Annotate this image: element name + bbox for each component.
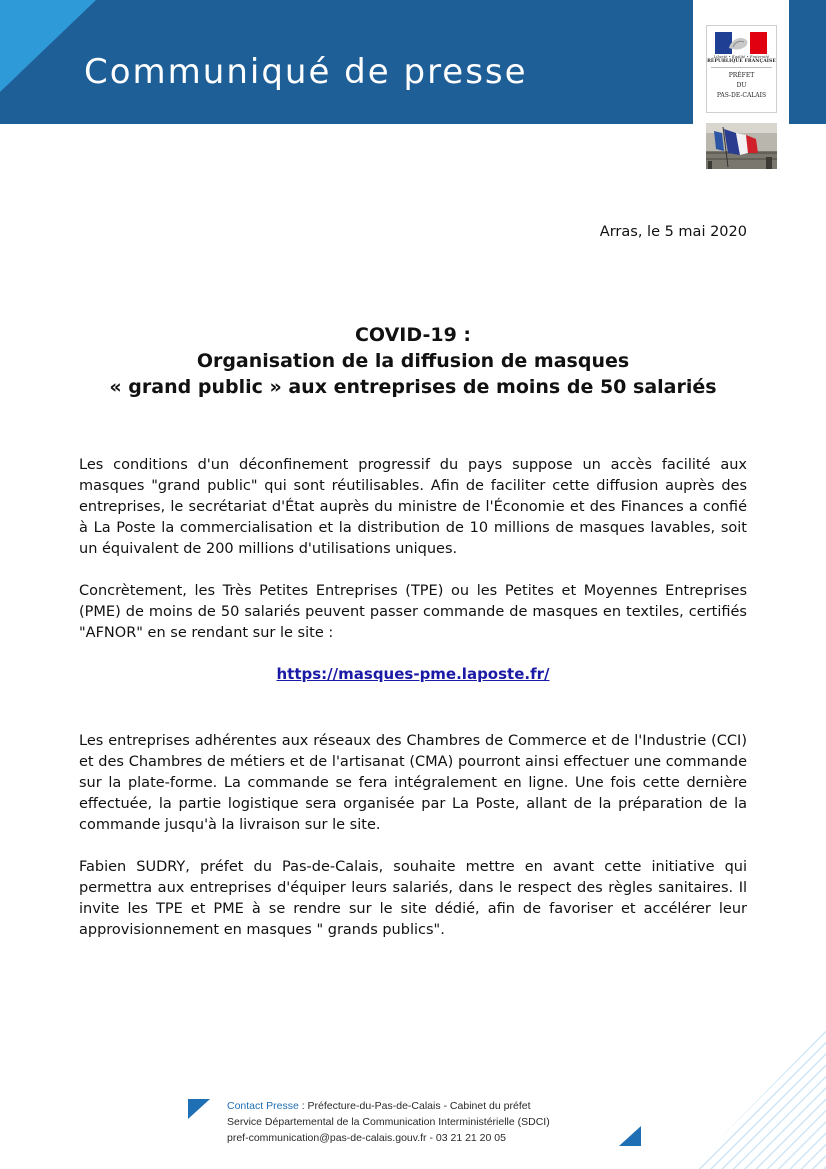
prefecture-logo <box>706 25 777 113</box>
paragraph-3: Les entreprises adhérentes aux réseaux des Chambres de Commerce et de l'Industrie (CCI) et des Chambres de métiers et de l'artisanat (CMA) pourront ainsi effectuer une commande sur la plate-forme. La commande se fera intégralement en ligne. Une fois cette dernière effectuée, la partie logistique sera organisée par La Poste, allant de la préparation de la commande jusqu'à la livraison sur le site. <box>79 733 747 833</box>
logo-du: DU <box>736 82 747 89</box>
order-site-link[interactable]: https://masques-pme.laposte.fr/ <box>276 665 550 683</box>
footer-line-3: pref-communication@pas-de-calais.gouv.fr - 03 21 21 20 05 <box>227 1132 506 1144</box>
headline-line-3: « grand public » aux entreprises de moins de 50 salariés <box>109 376 717 398</box>
footer-line-2: Service Départemental de la Communication Interministérielle (SDCI) <box>227 1116 550 1128</box>
logo-prefet: PRÉFET <box>728 72 755 79</box>
footer-contact <box>227 1098 550 1146</box>
page-title: Communiqué de presse <box>84 52 528 92</box>
paragraph-4: Fabien SUDRY, préfet du Pas-de-Calais, souhaite mettre en avant cette initiative qui permettra aux entreprises d'équiper leurs salariés, dans le respect des règles sanitaires. Il invite les TPE et PME à se rendre sur le site dédié, afin de favoriser et accélérer leur approvisionnement en masques " grands publics". <box>79 859 747 938</box>
order-link-line <box>79 665 747 683</box>
footer-line-1 <box>227 1098 550 1114</box>
headline-line-2: Organisation de la diffusion de masques <box>196 350 630 372</box>
paragraph-1: Les conditions d'un déconfinement progressif du pays suppose un accès facilité aux masques "grand public" qui sont réutilisables. Afin de faciliter cette diffusion auprès des entreprises, le secrétariat d'État auprès du ministre de l'Économie et des Finances a confié à La Poste la commercialisation et la distribution de 10 millions de masques lavables, soit un équivalent de 200 millions d'utilisations uniques. <box>79 457 747 557</box>
footer-triangle-icon <box>188 1099 210 1119</box>
press-release-date: Arras, le 5 mai 2020 <box>599 224 747 240</box>
logo-department: PAS-DE-CALAIS <box>716 92 767 99</box>
headline-line-1: COVID-19 : <box>354 324 472 346</box>
paragraph-2: Concrètement, les Très Petites Entreprises (TPE) ou les Petites et Moyennes Entreprises (PME) de moins de 50 salariés peuvent passer commande de masques en textiles, certifiés "AFNOR" en se rendant sur le site : <box>79 583 747 641</box>
logo-divider <box>711 67 772 68</box>
marianne-icon <box>715 32 767 54</box>
footer-triangle-icon-2 <box>619 1126 641 1146</box>
contact-label: Contact Presse <box>227 1100 299 1112</box>
contact-office: : Préfecture-du-Pas-de-Calais - Cabinet du préfet <box>298 1100 531 1112</box>
footer-decoration <box>600 1030 826 1169</box>
headline <box>79 322 747 400</box>
flags-photo <box>706 123 777 169</box>
logo-republic-text: Liberté • Égalité • Fraternité RÉPUBLIQUE FRANÇAISE <box>707 55 776 64</box>
